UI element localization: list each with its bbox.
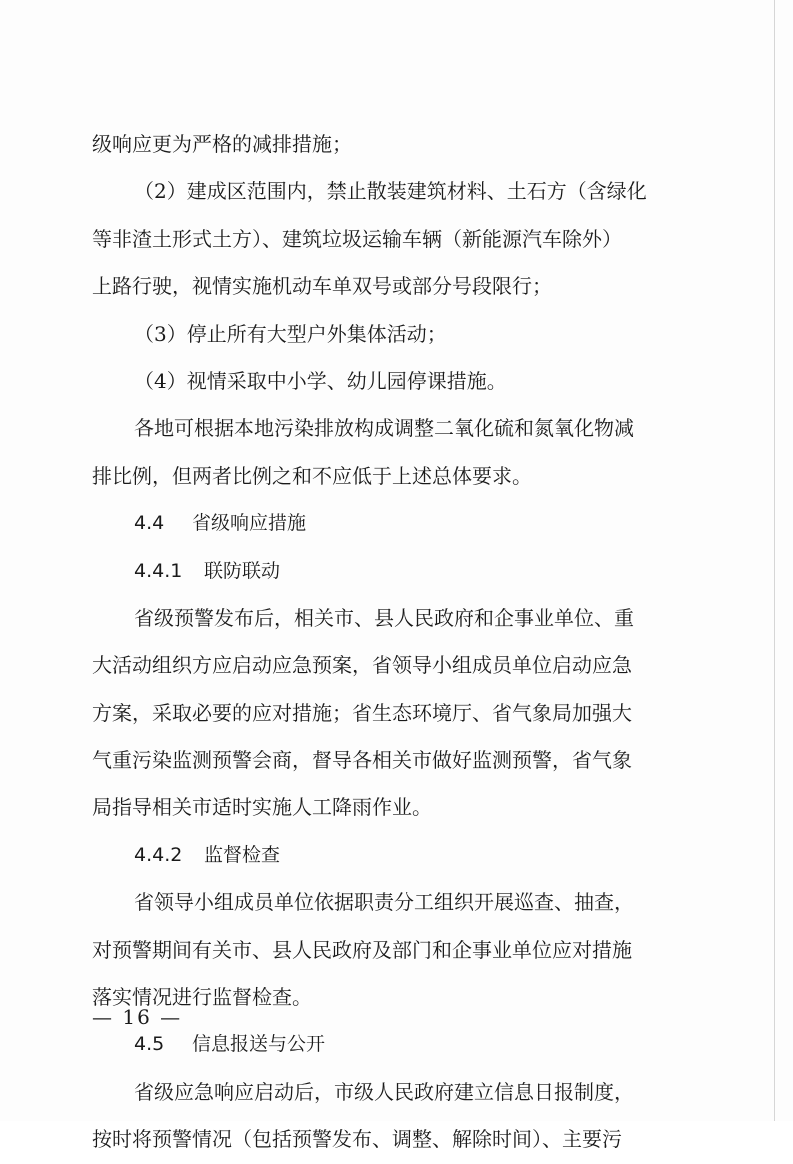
section-heading-4-4 xyxy=(92,500,704,547)
text-line: 等非渣土形式土方）、建筑垃圾运输车辆（新能源汽车除外） xyxy=(92,226,622,251)
section-number: 4.5 xyxy=(134,1033,165,1056)
text-line: 各地可根据本地污染排放构成调整二氧化硫和氮氧化物减 xyxy=(134,416,634,441)
text-line: 按时将预警情况（包括预警发布、调整、解除时间）、主要污 xyxy=(92,1127,622,1152)
text-line: 排比例，但两者比例之和不应低于上述总体要求。 xyxy=(92,463,532,488)
section-heading-4-4-2 xyxy=(92,832,704,879)
section-heading-4-5 xyxy=(92,1021,704,1068)
section-number: 4.4 xyxy=(134,512,165,535)
text-line: 大活动组织方应启动应急预案，省领导小组成员单位启动应急 xyxy=(92,653,632,678)
body-text xyxy=(92,121,704,1164)
page-edge-line xyxy=(774,0,775,1121)
text-line: 级响应更为严格的减排措施； xyxy=(92,132,352,156)
text-line: 落实情况进行监督检查。 xyxy=(92,985,312,1010)
section-heading-4-4-1 xyxy=(92,548,704,595)
text-line: 省级预警发布后，相关市、县人民政府和企事业单位、重 xyxy=(134,605,634,630)
section-title: 省级响应措施 xyxy=(192,512,307,535)
text-line: 省级应急响应启动后，市级人民政府建立信息日报制度， xyxy=(134,1079,634,1104)
page-number: — 16 — xyxy=(92,1005,183,1029)
text-line: 气重污染监测预警会商，督导各相关市做好监测预警，省气象 xyxy=(92,748,632,773)
text-line: （2）建成区范围内，禁止散装建筑材料、土石方（含绿化 xyxy=(134,179,647,204)
section-number: 4.4.2 xyxy=(134,843,183,866)
section-title: 信息报送与公开 xyxy=(192,1033,326,1056)
text-line: （4）视情采取中小学、幼儿园停课措施。 xyxy=(134,368,507,393)
section-title: 联防联动 xyxy=(204,559,281,582)
text-line: 方案，采取必要的应对措施；省生态环境厅、省气象局加强大 xyxy=(92,700,632,725)
text-line: 省领导小组成员单位依据职责分工组织开展巡查、抽查， xyxy=(134,890,634,915)
text-line: 对预警期间有关市、县人民政府及部门和企事业单位应对措施 xyxy=(92,937,632,962)
section-title: 监督检查 xyxy=(204,843,281,866)
text-line: 局指导相关市适时实施人工降雨作业。 xyxy=(92,795,432,820)
text-line: （3）停止所有大型户外集体活动； xyxy=(134,321,447,346)
text-line: 上路行驶，视情实施机动车单双号或部分号段限行； xyxy=(92,274,552,299)
section-number: 4.4.1 xyxy=(134,559,183,582)
